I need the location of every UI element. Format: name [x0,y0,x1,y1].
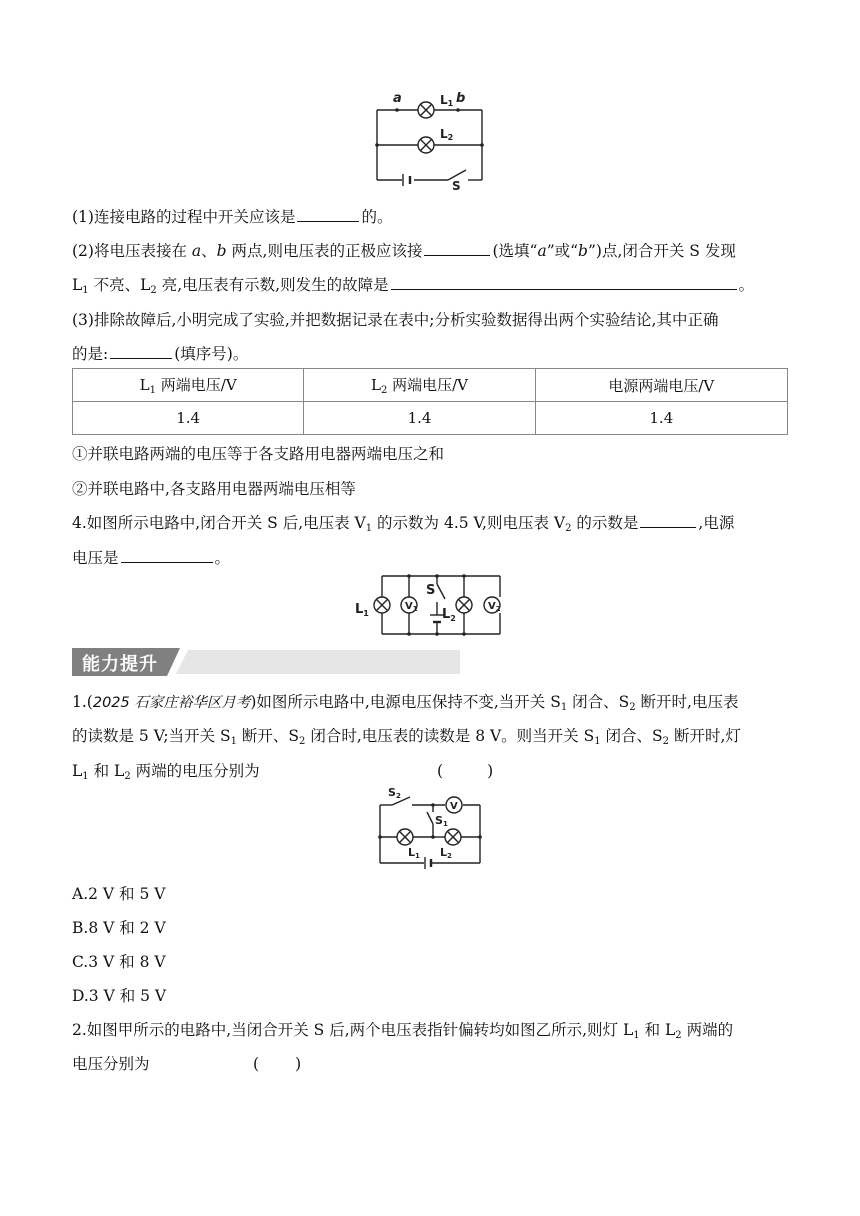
node-a [395,108,399,112]
question-part-3: (3)排除故障后,小明完成了实验,并把数据记录在表中;分析实验数据得出两个实验结论,其中正确 [72,311,719,329]
table-header-cell: $L_1$ 两端电压/V [73,369,304,402]
question-part-2-cont: $L_1$ 不亮、$L_2$ 亮,电压表有示数,则发生的故障是 。 [72,273,754,302]
lamp-icon [418,102,434,118]
svg-text:V1: $V_1$ [405,601,418,613]
svg-text:S1: S1 [435,814,448,828]
circuit-diagram-1 [370,88,490,192]
answer-parens[interactable]: ( ) [437,762,494,780]
problem-2-cont: 电压分别为 [72,1055,150,1073]
answer-blank[interactable] [391,273,737,290]
circuit-diagram-2 [350,568,510,640]
label-L1: L [440,93,448,107]
svg-text:V2: $V_2$ [488,601,501,613]
answer-blank[interactable] [640,511,696,528]
option-b[interactable]: B.8 V 和 2 V [72,919,166,937]
option-d[interactable]: D.3 V 和 5 V [72,987,167,1005]
svg-text:L1: L1 [440,93,454,108]
svg-text:S2: S2 [388,786,401,800]
option-c[interactable]: C.3 V 和 8 V [72,953,166,971]
problem-2: 2.如图甲所示的电路中,当闭合开关 S 后,两个电压表指针偏转均如图乙所示,则灯 $L_1$ 和 $L_2$ 两端的 [72,1021,734,1041]
question-part-2: (2)将电压表接在 a、b 两点,则电压表的正极应该接 (选填“a”或“b”)点,闭合开关 S 发现 [72,239,736,262]
table-cell: 1.4 [73,402,304,435]
svg-text:L1: L1 [408,846,420,860]
svg-text:V: V [450,801,458,812]
label-a: a [393,91,402,106]
question-4-cont: 电压是 。 [72,546,230,569]
lamp-icon [445,829,461,845]
question-part-1: (1)连接电路的过程中开关应该是 的。 [72,205,392,228]
svg-text:L2: L2 [440,846,452,860]
lamp-icon [418,137,434,153]
question-4: 4.如图所示电路中,闭合开关 S 后,电压表 $V_1$ 的示数为 4.5 V,则电压表 $V_2$ 的示数是 ,电源 [72,511,734,540]
node-b [456,108,460,112]
table-cell: 1.4 [304,402,535,435]
answer-parens[interactable]: ( ) [253,1055,302,1073]
label-b: b [456,91,466,106]
lamp-icon [397,829,413,845]
problem-1: 1.(2025 石家庄裕华区月考)如图所示电路中,电源电压保持不变,当开关 $S_1$ 闭合、$S_2$ 断开时,电压表 [72,693,739,713]
problem-1-cont-2: $L_1$ 和 $L_2$ 两端的电压分别为 [72,762,260,782]
question-part-3-cont: 的是: (填序号)。 [72,342,248,365]
table-row [73,402,788,435]
label-L2: L [440,127,448,141]
option-a[interactable]: A.2 V 和 5 V [72,885,166,903]
label-S: S [426,583,436,598]
section-title: 能力提升 [82,654,158,675]
circuit-diagram-3 [372,786,486,872]
table-header-cell: 电源两端电压/V [535,369,787,402]
section-banner [72,648,460,676]
svg-text:L2: $L_2$ [442,607,456,623]
battery-icon [403,174,410,186]
answer-blank[interactable] [424,239,490,256]
conclusion-2: ②并联电路中,各支路用电器两端电压相等 [72,480,356,498]
problem-1-cont: 的读数是 5 V;当开关 $S_1$ 断开、$S_2$ 闭合时,电压表的读数是 8 V。则当开关 $S_1$ 闭合、$S_2$ 断开时,灯 [72,727,741,747]
answer-blank[interactable] [121,546,213,563]
svg-text:L1: $L_1$ [355,602,369,618]
lamp-icon [456,597,472,613]
lamp-icon [374,597,390,613]
battery-icon [425,857,431,869]
answer-blank[interactable] [297,205,359,222]
answer-blank[interactable] [110,342,172,359]
conclusion-1: ①并联电路两端的电压等于各支路用电器两端电压之和 [72,445,445,463]
svg-text:L2: L2 [440,127,454,142]
table-header-row [73,369,788,402]
data-table [72,368,788,435]
table-cell: 1.4 [535,402,787,435]
label-S: S [452,179,461,192]
table-header-cell: $L_2$ 两端电压/V [304,369,535,402]
